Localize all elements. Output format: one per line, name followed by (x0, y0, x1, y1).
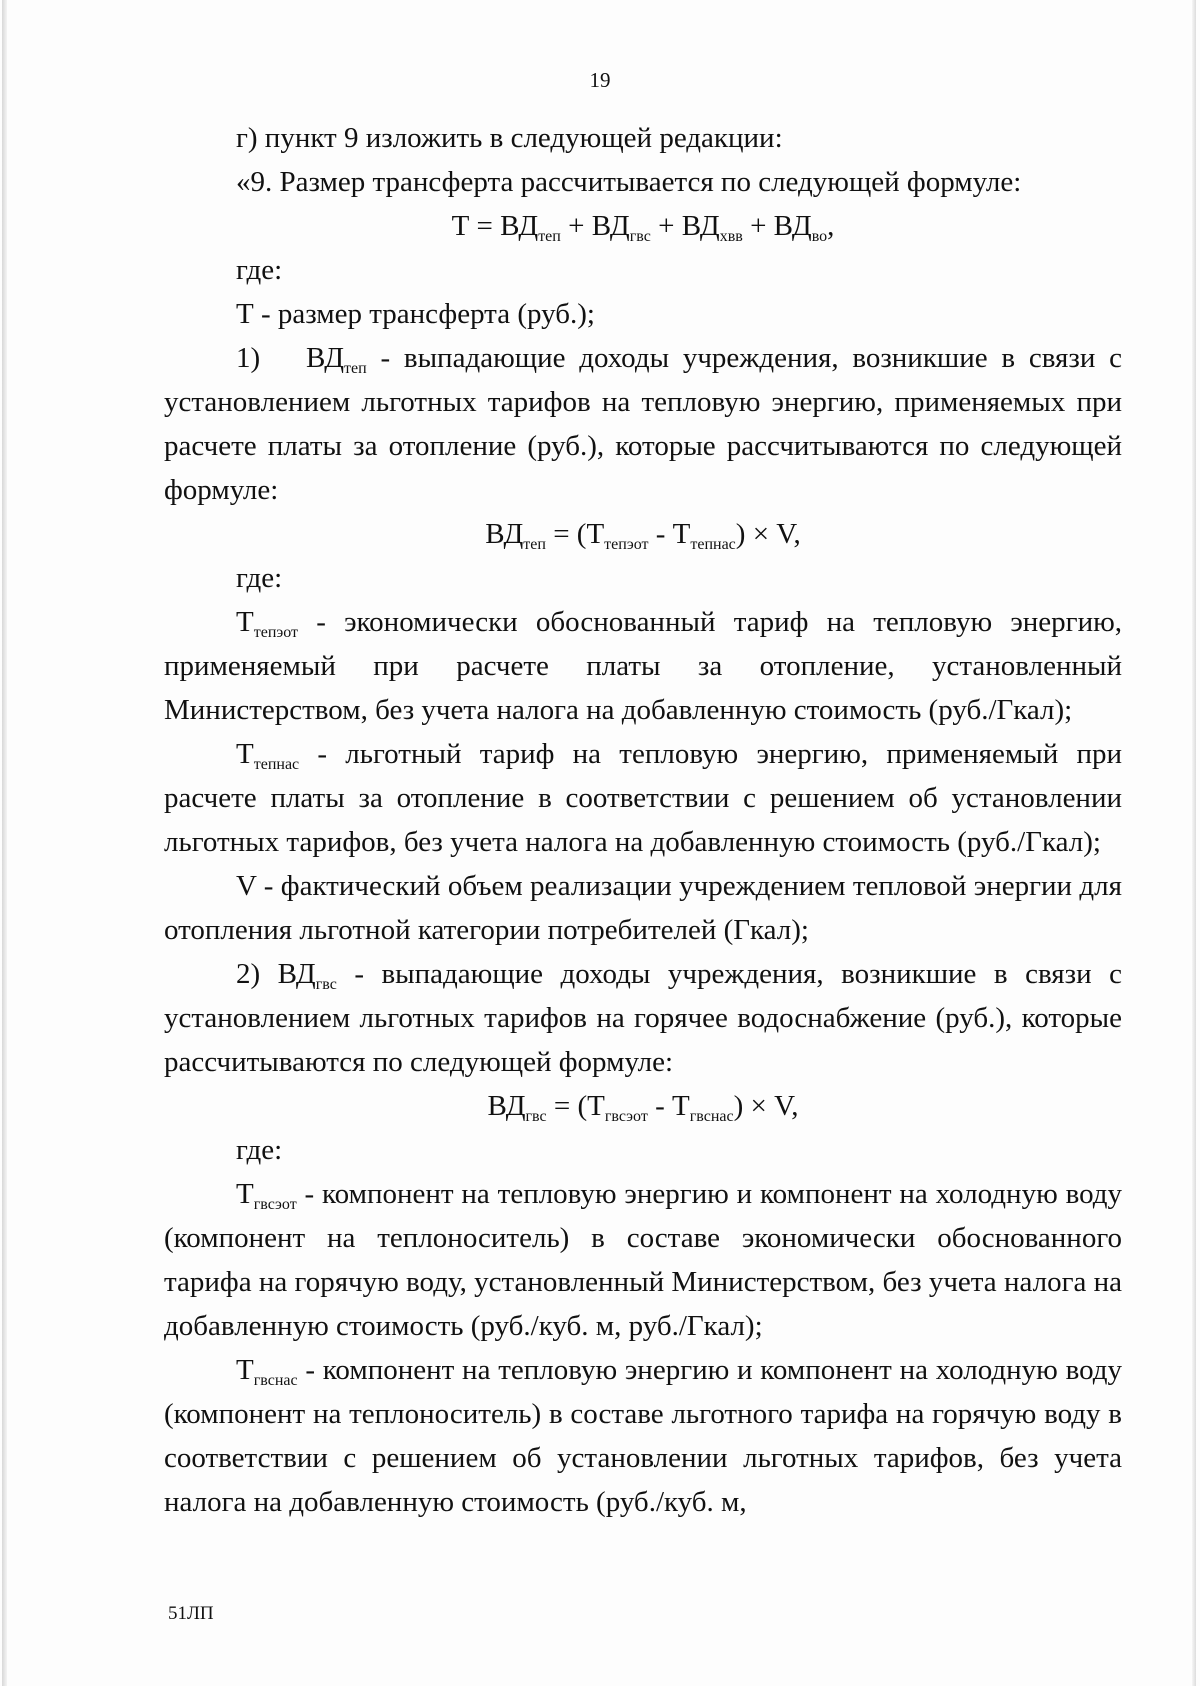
definition-v: V - фактический объем реализации учреждением тепловой энергии для отопления льготной категории потребителей (Гкал); (164, 870, 1122, 946)
formula-vd-gvs: $ВД_{гвс} = (Т_{гвсэот} - Т_{гвснас}) \times V$, (487, 1090, 799, 1125)
document-body (164, 116, 1122, 1524)
formula-transfer: $Т = ВД_{теп} + ВД_{гвс} + ВД_{хвв} + ВД_{во}$, (451, 210, 835, 245)
formula-vd-tep: $ВД_{теп} = (Т_{тепэот} - Т_{тепнас}) \times V$, (485, 518, 801, 553)
definition-t-tepnas: $Т_{тепнас}$ - льготный тариф на тепловую энергию, применяемый при расчете платы за отопление в соответствии с решением об установлении льготных тарифов, без учета налога на добавленную стоимость (руб./Гкал); (164, 738, 1122, 858)
definition-t-gvseot: $Т_{гвсэот}$ - компонент на тепловую энергию и компонент на холодную воду (компонент на теплоноситель) в составе экономически обоснованного тарифа на горячую воду, установленный Министерством, без учета налога на добавленную стоимость (руб./куб. м, руб./Гкал); (164, 1178, 1122, 1342)
where-label: где: (236, 1134, 283, 1166)
definition-vd-tep: 1) $ВД_{теп}$ - выпадающие доходы учреждения, возникшие в связи с установлением льготных тарифов на тепловую энергию, применяемых при расчете платы за отопление (руб.), которые рассчитываются по следующей формуле: (164, 342, 1122, 506)
paragraph-transfer-size: «9. Размер трансферта рассчитывается по следующей формуле: (236, 166, 1022, 198)
definition-vd-gvs: 2) $ВД_{гвс}$ - выпадающие доходы учреждения, возникшие в связи с установлением льготных тарифов на горячее водоснабжение (руб.), которые рассчитываются по следующей формуле: (164, 958, 1122, 1078)
where-label: где: (236, 562, 283, 594)
scan-edge-right (1192, 0, 1196, 1686)
definition-t: Т - размер трансферта (руб.); (236, 298, 595, 330)
where-label: где: (236, 254, 283, 286)
paragraph-item-g: г) пункт 9 изложить в следующей редакции: (236, 122, 783, 154)
scan-edge-left (2, 0, 7, 1686)
definition-t-gvsnas: $Т_{гвснас}$ - компонент на тепловую энергию и компонент на холодную воду (компонент на теплоноситель) в составе льготного тарифа на горячую воду в соответствии с решением об установлении льготных тарифов, без учета налога на добавленную стоимость (руб./куб. м, (164, 1354, 1122, 1518)
footer-code: 51ЛП (168, 1603, 214, 1624)
page-number: 19 (589, 68, 611, 92)
definition-t-tepeot: $Т_{тепэот}$ - экономически обоснованный тариф на тепловую энергию, применяемый при расчете платы за отопление, установленный Министерством, без учета налога на добавленную стоимость (руб./Гкал); (164, 606, 1122, 726)
